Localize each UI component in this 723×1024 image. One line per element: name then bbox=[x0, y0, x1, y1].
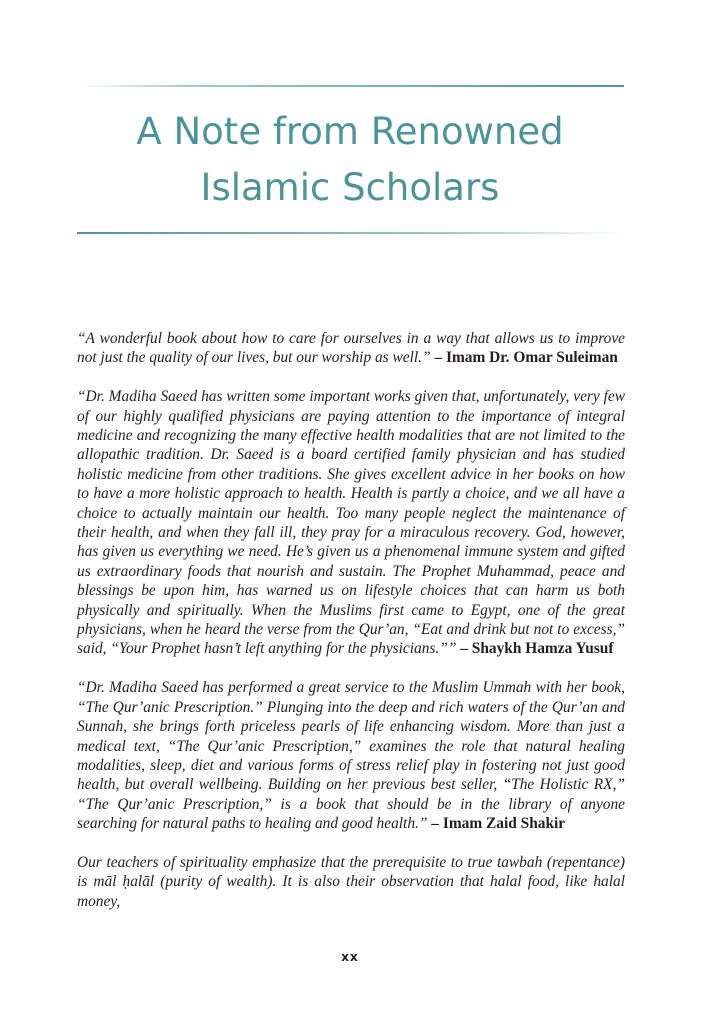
quote-attribution: – Imam Zaid Shakir bbox=[431, 815, 566, 833]
quotes-body bbox=[77, 329, 625, 931]
bottom-divider bbox=[77, 232, 624, 234]
quote-omar-suleiman bbox=[77, 329, 625, 368]
page-title bbox=[60, 104, 640, 216]
quote-attribution: – Imam Dr. Omar Suleiman bbox=[434, 349, 618, 367]
title-line-1: A Note from Renowned bbox=[136, 110, 564, 153]
page-number: xx bbox=[341, 950, 359, 964]
quote-text: “A wonderful book about how to care for ourselves in a way that allows us to improve not just the quality of our lives, but our worship as well.” bbox=[77, 330, 625, 367]
paragraph-continued bbox=[77, 853, 625, 911]
quote-hamza-yusuf bbox=[77, 387, 625, 659]
top-divider bbox=[77, 85, 624, 87]
quote-text: “Dr. Madiha Saeed has written some important works given that, unfortunately, very few of our highly qualified physicians are paying attention to the importance of integral medicine and recognizing the many effective health modalities that are not limited to the allopathic tradition. Dr. Saeed is a board certified family physician and has studied holistic medicine from other traditions. She gives excellent advice in her books on how to have a more holistic approach to health. Health is partly a choice, and we all have a choice to actually maintain our health. Too many people neglect the maintenance of their health, and when they fall ill, they pray for a miraculous recovery. God, however, has given us everything we need. He’s given us a phenomenal immune system and gifted us extraordinary foods that nourish and sustain. The Prophet Muhammad, peace and blessings be upon him, has warned us on lifestyle choices that can harm us both physically and spiritually. When the Muslims first came to Egypt, one of the great physicians, when he heard the verse from the Qur’an, “Eat and drink but not to excess,” said, “Your Prophet hasn’t left anything for the physicians.”” bbox=[77, 388, 625, 658]
quote-text: “Dr. Madiha Saeed has performed a great service to the Muslim Ummah with her book, “The Qur’anic Prescription.” Plunging into the deep and rich waters of the Qur’an and Sunnah, she brings forth priceless pearls of life enhancing wisdom. More than just a medical text, “The Qur’anic Prescription,” examines the role that natural healing modalities, sleep, diet and various forms of stress relief play in fostering not just good health, but overall wellbeing. Building on her previous best seller, “The Holistic RX,” “The Qur’anic Prescription,” is a book that should be in the library of anyone searching for natural paths to healing and good health.” bbox=[77, 679, 625, 833]
quote-attribution: – Shaykh Hamza Yusuf bbox=[460, 640, 614, 658]
quote-zaid-shakir bbox=[77, 678, 625, 833]
title-line-2: Islamic Scholars bbox=[200, 166, 500, 209]
paragraph-text: Our teachers of spirituality emphasize that the prerequisite to true tawbah (repentance) is māl ḥalāl (purity of wealth). It is also their observation that halal food, like halal money, bbox=[77, 853, 625, 910]
